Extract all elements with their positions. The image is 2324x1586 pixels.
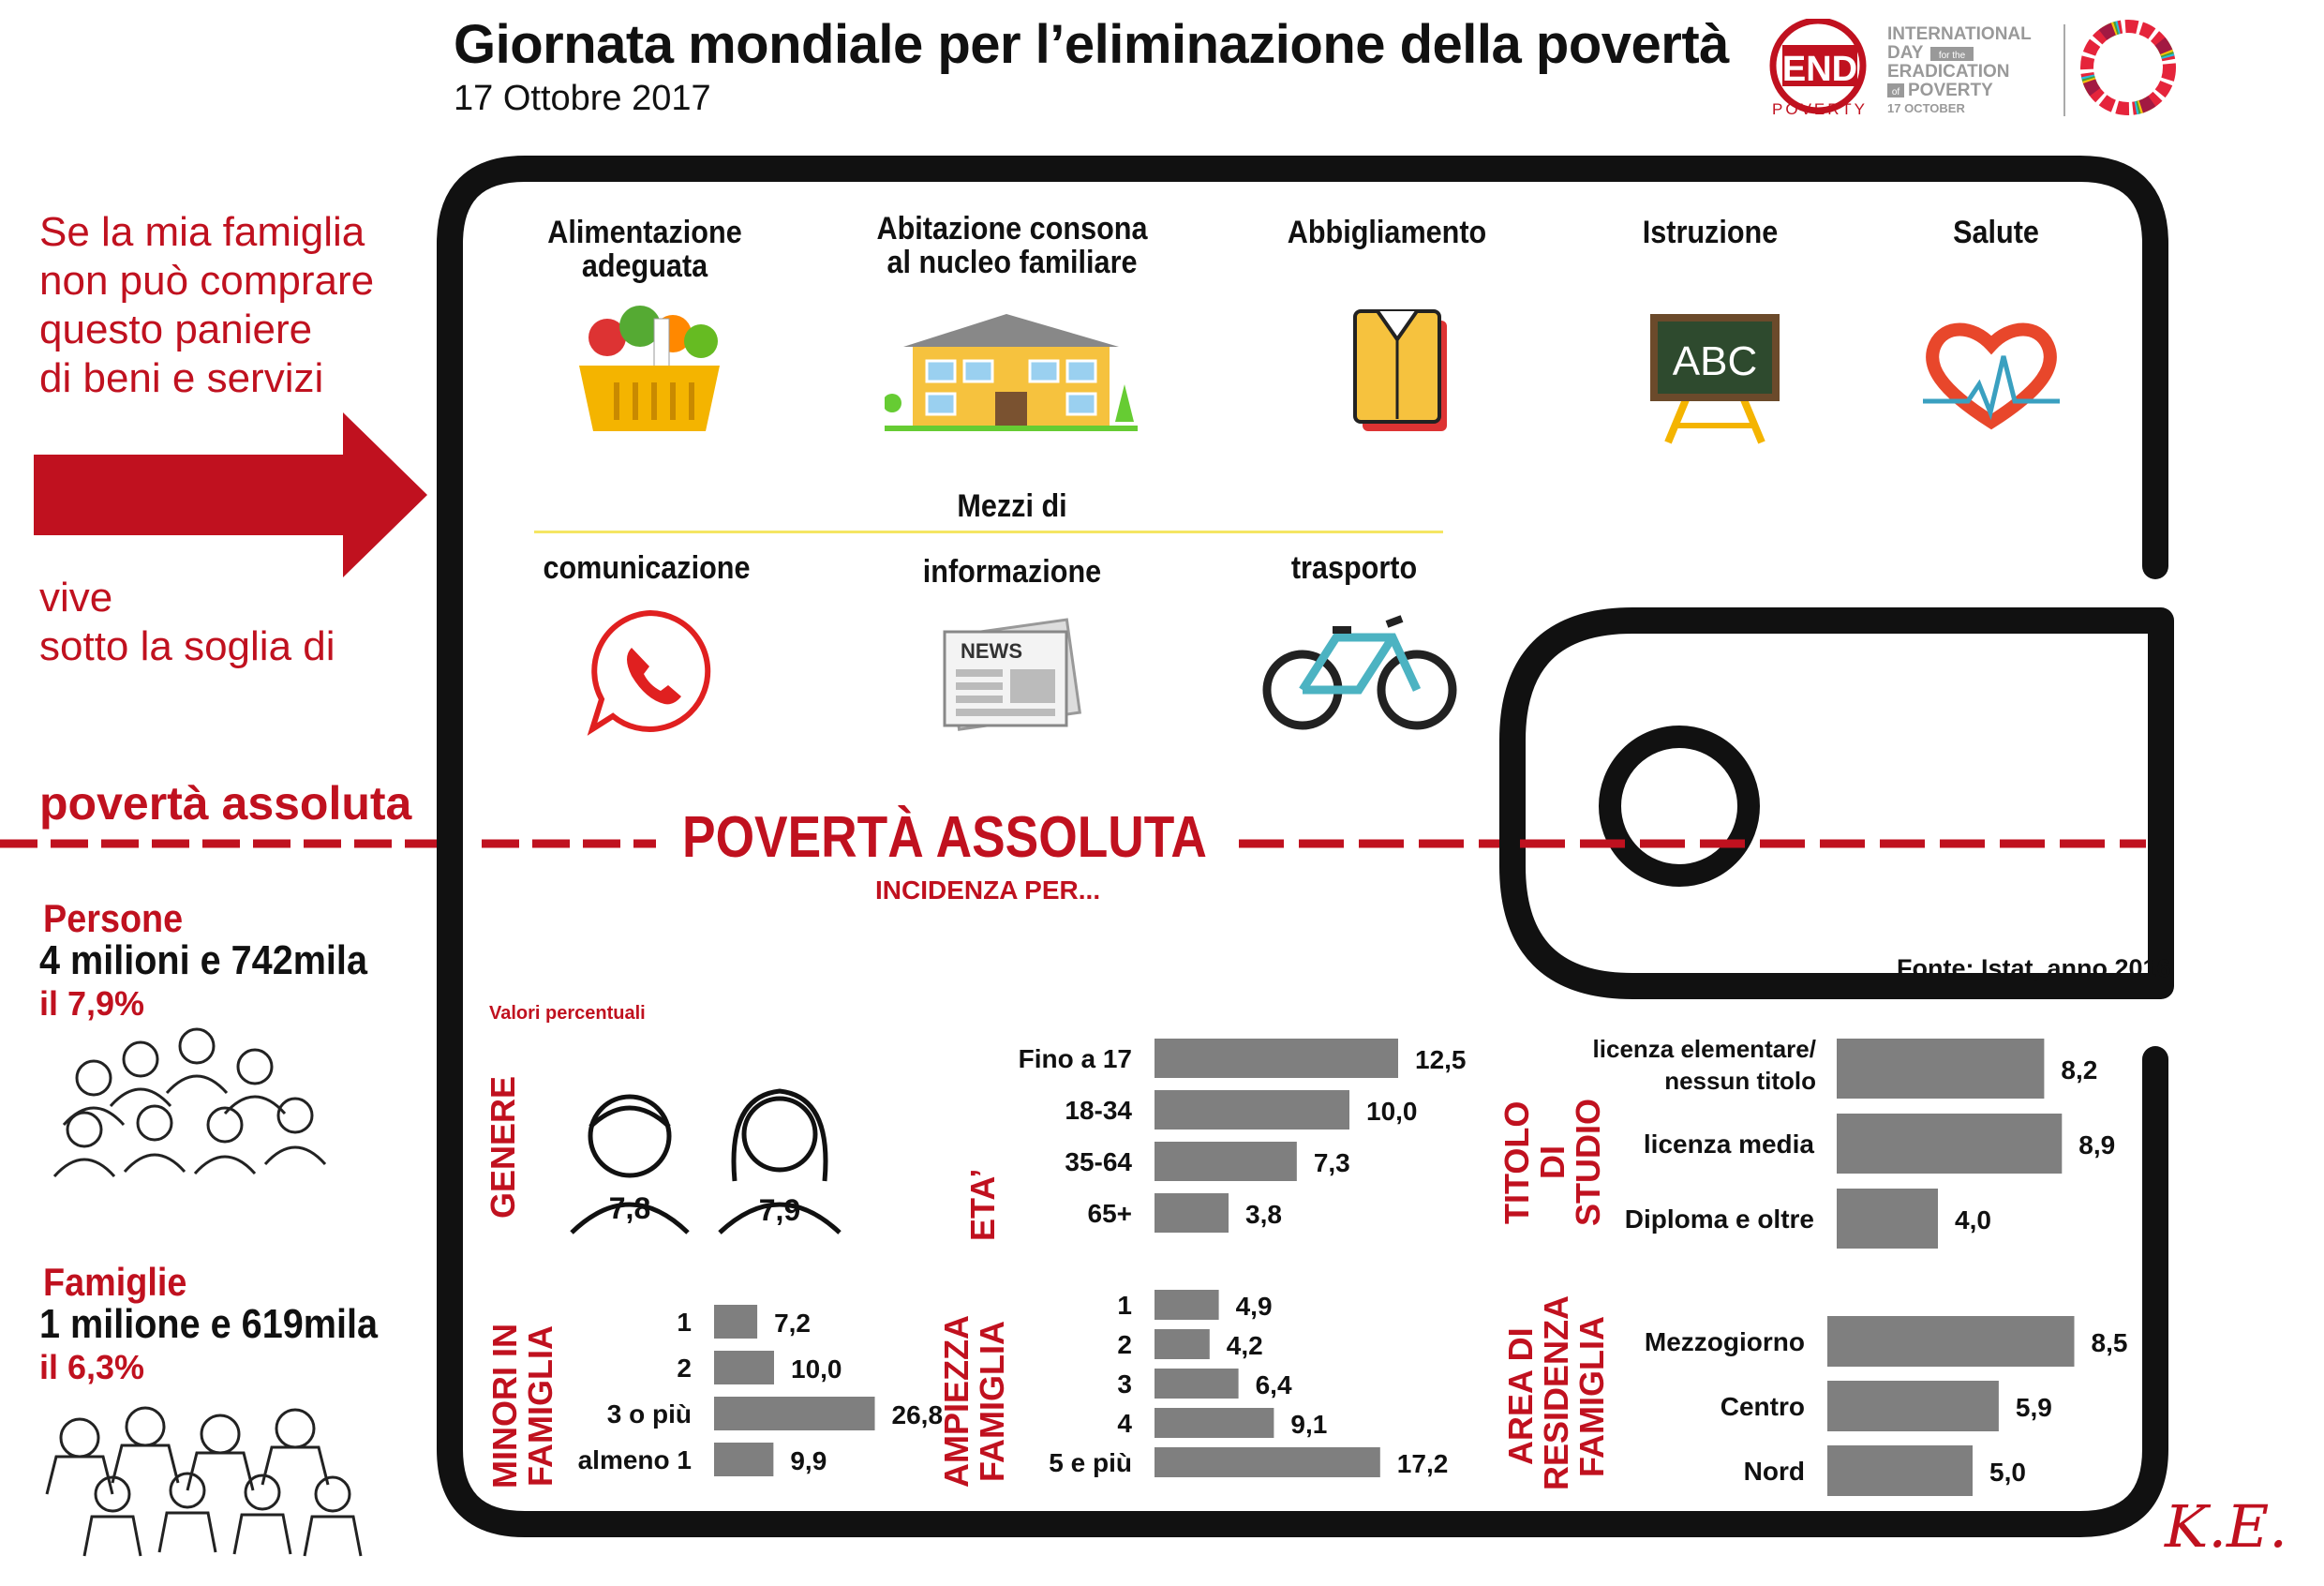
basket-item-education: Istruzione — [1642, 215, 1779, 250]
source-note: Fonte: Istat, anno 2016 — [1897, 954, 2171, 982]
ampiezza-value-label-1: 4,2 — [1226, 1331, 1263, 1360]
ampiezza-title-2: FAMIGLIA — [973, 1321, 1011, 1482]
basket-item-health: Salute — [1953, 215, 2039, 250]
blackboard-text: ABC — [1672, 338, 1758, 384]
ampiezza-bar-3 — [1155, 1408, 1274, 1438]
area-bar-1 — [1827, 1381, 1999, 1431]
minori-value-label-3: 9,9 — [790, 1446, 827, 1475]
eta-value-label-3: 3,8 — [1245, 1200, 1282, 1229]
ampiezza-category-label-4: 5 e più — [1049, 1448, 1132, 1477]
eta-category-label-3: 65+ — [1087, 1199, 1132, 1228]
minori-category-label-0: 1 — [677, 1308, 692, 1337]
poverty-title: POVERTÀ ASSOLUTA — [682, 805, 1207, 870]
minori-value-label-2: 26,8 — [891, 1400, 944, 1429]
eta-category-label-0: Fino a 17 — [1018, 1044, 1132, 1073]
logo-end-text: END — [1781, 50, 1858, 89]
signature: K.E. — [2165, 1492, 2287, 1561]
area-bar-0 — [1827, 1316, 2075, 1367]
titolo-bar-0 — [1837, 1039, 2044, 1099]
logo-line4a: of — [1891, 87, 1900, 97]
units-note: Valori percentuali — [489, 1003, 646, 1024]
titolo-bar-1 — [1837, 1114, 2062, 1174]
minori-title-2: FAMIGLIA — [521, 1325, 559, 1487]
titolo-value-label-1: 8,9 — [2078, 1130, 2116, 1160]
area-value-label-0: 8,5 — [2091, 1328, 2128, 1357]
intro-line-1: Se la mia famiglia — [39, 209, 365, 255]
intro-line-2: non può comprare — [39, 258, 375, 304]
area-title-1: AREA DI — [1501, 1327, 1540, 1466]
persone-pct: il 7,9% — [39, 984, 145, 1023]
titolo-category-label-2: Diploma e oltre — [1624, 1204, 1814, 1234]
area-value-label-1: 5,9 — [2015, 1393, 2052, 1422]
area-title-2: RESIDENZA — [1537, 1294, 1575, 1490]
minori-value-label-0: 7,2 — [774, 1309, 812, 1338]
intro-line-4: di beni e servizi — [39, 355, 324, 401]
intro-line-3: questo paniere — [39, 307, 313, 352]
vive-line-2: sotto la soglia di — [39, 623, 335, 669]
area-title-3: FAMIGLIA — [1572, 1316, 1611, 1477]
vive-line-1: vive — [39, 575, 113, 621]
ampiezza-value-label-4: 17,2 — [1396, 1449, 1449, 1478]
famiglie-title: Famiglie — [43, 1260, 187, 1304]
ampiezza-bar-1 — [1155, 1329, 1210, 1359]
ampiezza-title-1: AMPIEZZA — [937, 1315, 976, 1488]
basket-label-food-2: adeguata — [581, 248, 708, 284]
titolo-bar-2 — [1837, 1189, 1938, 1249]
basket-label-housing-2: al nucleo familiare — [886, 245, 1138, 280]
logo-line4b: POVERTY — [1908, 81, 1993, 100]
female-value: 7,9 — [758, 1193, 801, 1227]
logo-line5: 17 OCTOBER — [1887, 101, 1965, 115]
male-value: 7,8 — [608, 1191, 651, 1225]
basket-label-housing-1: Abitazione consona — [876, 211, 1148, 247]
titolo-title-1: TITOLO — [1497, 1100, 1536, 1224]
area-bar-2 — [1827, 1445, 1973, 1496]
area-category-label-1: Centro — [1720, 1392, 1805, 1421]
ampiezza-category-label-1: 2 — [1117, 1330, 1132, 1359]
logo-line1: INTERNATIONAL — [1887, 24, 2032, 44]
eta-value-label-2: 7,3 — [1313, 1148, 1350, 1177]
minori-value-label-1: 10,0 — [791, 1354, 842, 1384]
ampiezza-bar-0 — [1155, 1290, 1219, 1320]
mezzi-transport: trasporto — [1290, 550, 1418, 586]
eta-value-label-1: 10,0 — [1366, 1097, 1418, 1126]
eta-bar-1 — [1155, 1090, 1349, 1130]
minori-bar-2 — [714, 1397, 875, 1430]
ampiezza-category-label-0: 1 — [1117, 1291, 1132, 1320]
poverty-label: povertà assoluta — [39, 777, 412, 830]
ampiezza-category-label-3: 4 — [1117, 1409, 1132, 1438]
mezzi-information: informazione — [922, 554, 1102, 590]
minori-bar-1 — [714, 1351, 774, 1384]
eta-bar-3 — [1155, 1193, 1229, 1233]
famiglie-value: 1 milione e 619mila — [39, 1301, 378, 1347]
eta-bar-0 — [1155, 1039, 1398, 1078]
eta-category-label-1: 18-34 — [1065, 1096, 1132, 1125]
page-title: Giornata mondiale per l’eliminazione della povertà — [454, 14, 1729, 75]
titolo-category-label-0-1: nessun titolo — [1664, 1067, 1816, 1095]
logo-line2b: for the — [1938, 51, 1966, 61]
basket-label-food-1: Alimentazione — [547, 215, 742, 250]
minori-category-label-1: 2 — [677, 1354, 692, 1383]
logo-line3: ERADICATION — [1887, 62, 2010, 82]
ampiezza-value-label-0: 4,9 — [1235, 1292, 1273, 1321]
minori-category-label-2: 3 o più — [606, 1399, 692, 1429]
logo-line2a: DAY — [1887, 43, 1924, 63]
titolo-value-label-2: 4,0 — [1955, 1205, 1991, 1234]
ampiezza-bar-4 — [1155, 1447, 1380, 1477]
poverty-subtitle: INCIDENZA PER... — [875, 875, 1101, 905]
persone-title: Persone — [43, 896, 184, 940]
ampiezza-category-label-2: 3 — [1117, 1369, 1132, 1399]
eta-category-label-2: 35-64 — [1065, 1147, 1132, 1176]
mezzi-communication: comunicazione — [543, 550, 751, 586]
page-date: 17 Ottobre 2017 — [454, 79, 711, 118]
persone-value: 4 milioni e 742mila — [39, 937, 367, 983]
eta-value-label-0: 12,5 — [1415, 1045, 1467, 1074]
logo-poverty-text: POVERTY — [1772, 100, 1868, 118]
titolo-title-2: DI STUDIO — [1533, 1099, 1607, 1227]
eta-title: ETA’ — [963, 1168, 1002, 1241]
area-category-label-2: Nord — [1743, 1457, 1805, 1486]
minori-category-label-3: almeno 1 — [577, 1445, 692, 1474]
titolo-value-label-0: 8,2 — [2061, 1055, 2098, 1085]
famiglie-pct: il 6,3% — [39, 1348, 145, 1386]
minori-bar-0 — [714, 1305, 757, 1339]
minori-bar-3 — [714, 1443, 773, 1476]
area-value-label-2: 5,0 — [1989, 1458, 2026, 1487]
genere-title: GENERE — [484, 1075, 522, 1219]
ampiezza-value-label-2: 6,4 — [1255, 1370, 1292, 1399]
titolo-category-label-0-0: licenza elementare/ — [1592, 1035, 1816, 1063]
newspaper-text: NEWS — [961, 639, 1022, 663]
basket-item-clothing: Abbigliamento — [1287, 215, 1487, 250]
eta-bar-2 — [1155, 1142, 1297, 1181]
ampiezza-value-label-3: 9,1 — [1290, 1410, 1328, 1439]
ampiezza-bar-2 — [1155, 1369, 1239, 1399]
area-category-label-0: Mezzogiorno — [1644, 1327, 1805, 1356]
mezzi-title: Mezzi di — [957, 488, 1067, 524]
titolo-category-label-1: licenza media — [1643, 1130, 1814, 1159]
minori-title-1: MINORI IN — [485, 1324, 524, 1489]
